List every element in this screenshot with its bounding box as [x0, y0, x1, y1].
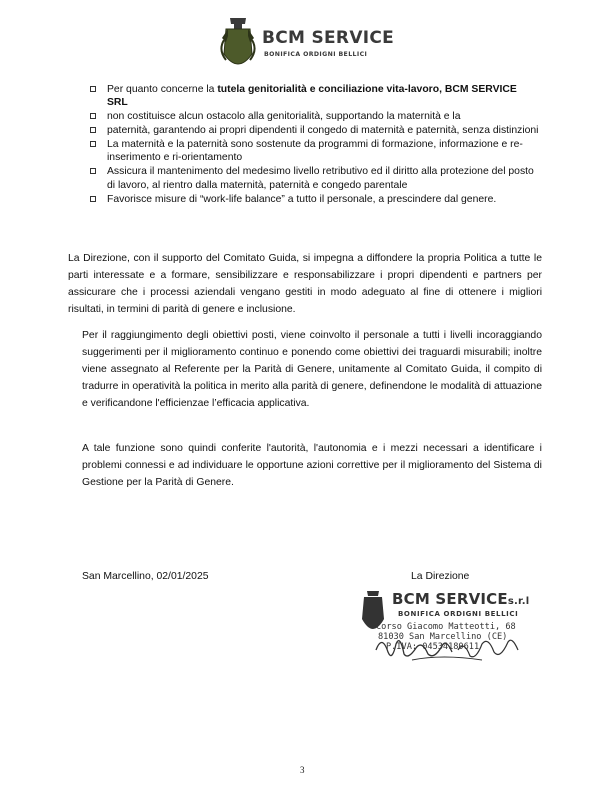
bullet-text: Favorisce misure di “work-life balance” a tutto il personale, a prescindere dal genere.	[107, 193, 497, 205]
page-number: 3	[300, 765, 305, 775]
logo-title: BCM SERVICE	[262, 28, 395, 48]
stamp-suffix: s.r.l	[507, 596, 530, 607]
commitment-paragraph: La Direzione, con il supporto del Comitato Guida, si impegna a diffondere la propria Politica a tutte le parti interessate e a formare, sensibilizzare e responsabilizzare i propri dipendenti e partners per assicurare che i processi aziendali vengano gestiti in modo adeguato al fine di ottenere i migliori risultati, in termini di parità di genere e inclusione.	[68, 253, 542, 315]
list-item	[90, 124, 540, 137]
list-item	[90, 110, 540, 123]
checkbox-bullet-icon	[90, 86, 96, 92]
checkbox-bullet-icon	[90, 113, 96, 119]
bullet-lead-text: Per quanto concerne la	[107, 84, 218, 95]
bomb-icon	[218, 16, 258, 74]
handwritten-signature	[372, 630, 522, 666]
stamp-address: Corso Giacomo Matteotti, 68	[376, 622, 516, 632]
checkbox-bullet-icon	[90, 141, 96, 147]
bullet-bold-text: tutela genitorialità e conciliazione vita-lavoro, BCM SERVICE SRL	[107, 84, 517, 109]
bullet-text: non costituisce alcun ostacolo alla genitorialità, supportando la maternità e la	[107, 111, 461, 123]
checkbox-bullet-icon	[90, 196, 96, 202]
logo-subtitle: BONIFICA ORDIGNI BELLICI	[264, 51, 368, 58]
list-item	[90, 193, 540, 206]
bullet-text: paternità, garantendo ai propri dipendenti il congedo di maternità e paternità, senza distinzioni	[107, 125, 539, 137]
signatory-label: La Direzione	[411, 571, 470, 582]
bullet-text: Assicura il mantenimento del medesimo livello retributivo ed il diritto alla protezione del posto di lavoro, al rientro dalla maternità, paternità e congedo parentale	[107, 166, 534, 191]
checkbox-bullet-icon	[90, 127, 96, 133]
company-logo	[218, 14, 395, 76]
checkbox-bullet-icon	[90, 168, 96, 174]
objectives-paragraph: Per il raggiungimento degli obiettivi posti, viene coinvolto il personale a tutti i livelli incoraggiando suggerimenti per il miglioramento continuo e ponendo come obiettivi dei traguardi misurabili; inoltre viene assegnato al Referente per la Parità di Genere, unitamente al Comitato Guida, il compito di tradurre in operatività la politica in merito alla parità di genere, definendone le modalità di attuazione e verificandone l'efficienzae l’efficacia applicativa.	[82, 330, 542, 409]
place-date: San Marcellino, 02/01/2025	[82, 571, 209, 582]
authority-paragraph: A tale funzione sono quindi conferite l'autorità, l'autonomia e i mezzi necessari a identificare i problemi connessi e ad individuare le opportune azioni correttive per il miglioramento del Sistema di Gestione per la Parità di Genere.	[82, 443, 542, 488]
bullet-text: La maternità e la paternità sono sostenute da programmi di formazione, informazione e re- inserimento e ri-orientamento	[107, 139, 523, 164]
company-stamp	[358, 586, 538, 672]
list-item	[90, 165, 540, 191]
list-item	[90, 138, 540, 164]
stamp-title	[392, 590, 529, 608]
bullet-list	[90, 83, 540, 207]
stamp-vat: P.IVA: 04534180611	[386, 642, 480, 652]
stamp-city: 81030 San Marcellino (CE)	[378, 632, 508, 642]
list-item	[90, 83, 540, 109]
stamp-company-name: BCM SERVICE	[392, 590, 508, 608]
stamp-subtitle: BONIFICA ORDIGNI BELLICI	[398, 610, 519, 618]
